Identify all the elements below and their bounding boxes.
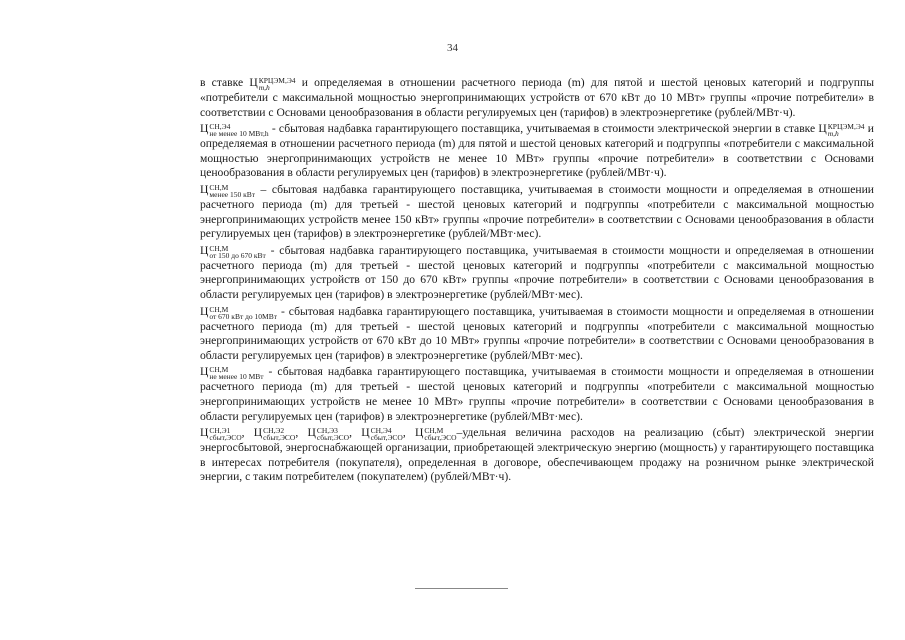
symbol-base: Ц <box>253 426 263 440</box>
symbol-sub: менее 150 кВт <box>209 189 256 199</box>
symbol-sup: СН,М <box>209 304 229 314</box>
math-symbol <box>253 426 296 443</box>
symbol-sup: СН,М <box>209 365 229 375</box>
text: - сбытовая надбавка гарантирующего поставщика, учитываемая в стоимости мощности и определяемая в отношении расчетного периода (m) для третьей - шестой ценовых категорий и подгруппы «потребители с максимальной мощностью энергопринимающих устройств от 150 до 670 кВт» группы «прочие потребители» в соответствии с Основами ценообразования в области регулируемых цен (тарифов) в электроэнергетике (рублей/МВт·мес). <box>200 243 874 301</box>
math-symbol <box>200 182 256 199</box>
symbol-base: Ц <box>200 122 209 136</box>
symbol-base: Ц <box>307 426 316 440</box>
symbol-base: Ц <box>361 426 370 440</box>
math-symbol <box>200 122 269 139</box>
math-symbol <box>414 426 457 443</box>
symbol-sub: не менее 10 МВт,h <box>209 129 269 139</box>
text: – сбытовая надбавка гарантирующего поставщика, учитываемая в стоимости мощности и определяемая в отношении расчетного периода (m) для третьей - шестой ценовых категорий и подгруппы «потребители с максимальной мощностью энергопринимающих устройств менее 150 кВт» группы «прочие потребители» в соответствии с Основами ценообразования в области регулируемых цен (тарифов) в электроэнергетике (рублей/МВт·мес). <box>200 182 874 241</box>
text: - сбытовая надбавка гарантирующего поставщика, учитываемая в стоимости мощности и определяемая в отношении расчетного периода (m) для третьей - шестой ценовых категорий и подгруппы «потребители с максимальной мощностью энергопринимающих устройств от 670 кВт до 10 МВт» группы «прочие потребители» в соответствии с Основами ценообразования в области регулируемых цен (тарифов) в электроэнергетике (рублей/МВт·мес). <box>200 304 874 362</box>
symbol-sub: от 150 до 670 кВт <box>209 250 266 260</box>
paragraph-0 <box>200 76 874 120</box>
math-symbol <box>307 426 350 443</box>
symbol-sup: СН,М <box>424 426 444 436</box>
symbol-sub: сбыт,ЭСО <box>424 433 457 443</box>
page-number: 34 <box>447 42 458 54</box>
symbol-sup: СН,Э3 <box>316 426 338 436</box>
text: - сбытовая надбавка гарантирующего поставщика, учитываемая в стоимости электрической энергии в ставке <box>268 122 819 136</box>
paragraph-6 <box>200 426 874 485</box>
math-symbol <box>249 76 296 92</box>
separator: , <box>349 426 362 440</box>
math-symbol <box>200 243 266 260</box>
symbol-base: Ц <box>818 122 827 136</box>
symbol-sub: сбыт,ЭСО <box>263 433 296 443</box>
symbol-base: Ц <box>414 426 424 440</box>
symbol-sup: СН,Э4 <box>209 122 231 132</box>
symbol-base: Ц <box>249 76 258 89</box>
math-symbol <box>200 426 242 443</box>
separator: , <box>295 426 308 440</box>
math-symbol <box>200 365 264 382</box>
symbol-sup: СН,Э1 <box>209 426 231 436</box>
symbol-sub: сбыт,ЭСО <box>316 433 350 443</box>
paragraph-3 <box>200 244 874 303</box>
paragraph-2 <box>200 183 874 242</box>
symbol-base: Ц <box>200 365 209 379</box>
symbol-sup: СН,М <box>209 182 229 192</box>
symbol-sup: СН,Э4 <box>370 426 392 436</box>
text: - сбытовая надбавка гарантирующего поставщика, учитываемая в стоимости мощности и определяемая в отношении расчетного периода (m) для третьей - шестой ценовых категорий и подгруппы «потребители с максимальной мощностью энергопринимающих устройств не менее 10 МВт» группы «прочие потребители» в соответствии с Основами ценообразования в области регулируемых цен (тарифов) в электроэнергетике (рублей/МВт·мес). <box>200 365 874 423</box>
text: –удельная величина расходов на реализацию (сбыт) электрической энергии энергосбытовой, энергоснабжающей организации, приобретающей электрическую энергию (мощность) у гарантирующего поставщика в интересах потребителя (покупателя), определенная в договоре, обеспечивающем продажу на розничном рынке электрической энергии, с таким потребителем (покупателем) (рублей/МВт·ч). <box>200 426 875 484</box>
math-symbol <box>361 426 403 443</box>
separator: , <box>402 426 415 440</box>
separator: , <box>241 426 254 440</box>
footer-divider <box>415 588 508 589</box>
symbol-base: Ц <box>200 304 209 318</box>
symbol-base: Ц <box>200 182 209 196</box>
symbol-sub: m,h <box>258 83 270 92</box>
symbol-sub: сбыт,ЭСО <box>209 433 242 443</box>
symbol-sub: не менее 10 МВт <box>209 372 264 382</box>
text: в ставке <box>200 76 250 89</box>
symbol-sub: сбыт,ЭСО <box>370 433 403 443</box>
document-body <box>200 76 874 485</box>
symbol-base: Ц <box>200 243 209 257</box>
symbol-sup: СН,М <box>209 243 229 253</box>
math-symbol <box>818 122 865 139</box>
text: и определяемая в отношении расчетного периода (m) для пятой и шестой ценовых категорий и подгруппы «потребители с максимальной мощностью энергопринимающих устройств от 670 кВт до 10 МВт» группы «прочие потребители» в соответствии с Основами ценообразования в области регулируемых цен (тарифов) в электроэнергетике (рублей/МВт·ч). <box>200 76 874 119</box>
text: и определяемая в отношении расчетного периода (m) для пятой и шестой ценовых категорий и подгруппы «потребители с максимальной мощностью энергопринимающих устройств не менее 10 МВт» группы «прочие потребители» в соответствии с Основами ценообразования в области регулируемых цен (тарифов) в электроэнергетике (рублей/МВт·ч). <box>200 122 874 180</box>
symbol-sup: СН,Э2 <box>263 426 285 436</box>
symbol-sup: КРЦЭМ,Э4 <box>827 122 865 132</box>
paragraph-5 <box>200 365 874 424</box>
symbol-sub: от 670 кВт до 10МВт <box>209 311 277 321</box>
paragraph-4 <box>200 305 874 364</box>
paragraph-1 <box>200 122 874 181</box>
symbol-sub: m,h <box>827 129 839 139</box>
symbol-base: Ц <box>200 426 209 440</box>
math-symbol <box>200 304 277 321</box>
symbol-sup: КРЦЭМ,Э4 <box>258 76 296 85</box>
